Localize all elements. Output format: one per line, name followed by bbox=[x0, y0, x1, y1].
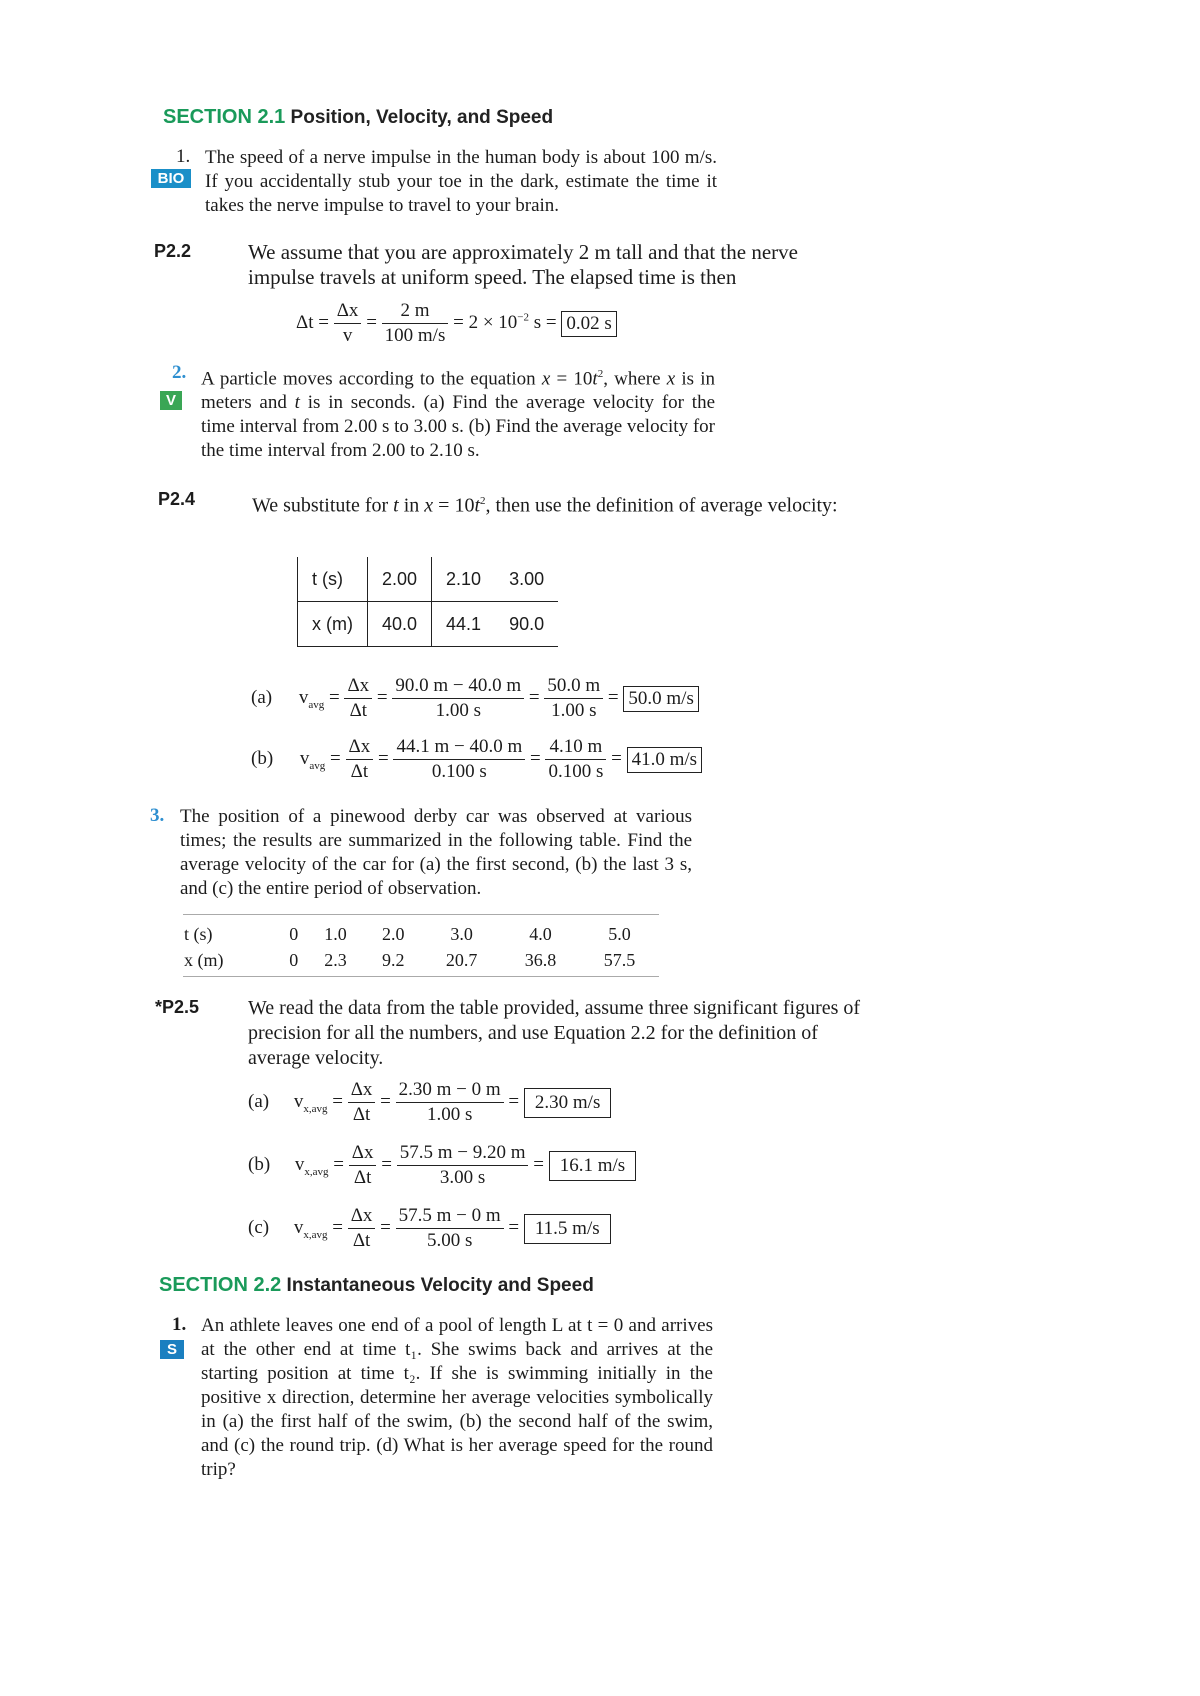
p2-2-solution-text bbox=[248, 240, 858, 290]
eq-lhs: Δt = bbox=[296, 311, 329, 333]
bio-badge: BIO bbox=[151, 169, 191, 188]
table-cell: 20.7 bbox=[445, 949, 478, 970]
problem-label-p2-2: P2.2 bbox=[154, 241, 192, 261]
table-cell: 3.00 bbox=[509, 568, 545, 589]
section-title: Position, Velocity, and Speed bbox=[290, 107, 554, 128]
subscript: x,avg bbox=[303, 1228, 328, 1241]
fraction-values: $\frac{90.0 m - 40.0 m}{1.00 s}$ bbox=[392, 674, 524, 723]
v-badge: V bbox=[160, 391, 182, 410]
table-cell: x (m) bbox=[184, 949, 224, 970]
table-rule-top bbox=[183, 914, 659, 915]
subscript: x,avg bbox=[303, 1102, 328, 1115]
p2-2-equation bbox=[296, 299, 617, 348]
fraction-result: $\frac{50.0 m}{1.00 s}$ bbox=[544, 674, 603, 723]
velocity-symbol: v bbox=[299, 747, 310, 769]
table-cell: 0 bbox=[289, 949, 299, 970]
question-number: 1. bbox=[172, 1314, 187, 1335]
question-4-text bbox=[201, 1314, 713, 1482]
table-cell: 2.10 bbox=[446, 568, 482, 589]
section-number: SECTION 2.2 bbox=[159, 1274, 282, 1296]
section-title: Instantaneous Velocity and Speed bbox=[286, 1275, 594, 1296]
table-rule-bottom bbox=[183, 976, 659, 977]
table-cell: 2.3 bbox=[324, 949, 347, 970]
velocity-symbol: v bbox=[293, 1216, 304, 1238]
table-row bbox=[298, 602, 559, 647]
section-number: SECTION 2.1 bbox=[163, 106, 286, 128]
fraction-2m-100ms: $\frac{2 m}{100 m/s}$ bbox=[382, 299, 449, 348]
part-tag: (b) bbox=[251, 747, 274, 769]
eq-unit: s = bbox=[533, 311, 557, 333]
answer-box: 0.02 s bbox=[561, 311, 616, 337]
exponent: −2 bbox=[517, 311, 530, 324]
table-cell: t (s) bbox=[184, 923, 213, 944]
question-number: 1. bbox=[176, 146, 191, 167]
fraction-dx-dt: $\frac{\Delta x}{\Delta t}$ bbox=[348, 1078, 376, 1127]
table-cell: 5.0 bbox=[608, 923, 631, 944]
p2-4-equation-b: (b) $v_{avg}$ = $\frac{\Delta x}{\Delta t}$ = $\frac{44.1 m - 40.0 m}{0.100 s}$ = $\frac{4.10 m}{0.100 s}$ = 41.0 m/s bbox=[251, 735, 702, 784]
answer-box: 11.5 m/s bbox=[524, 1214, 611, 1244]
answer-box: 16.1 m/s bbox=[549, 1151, 636, 1181]
answer-box: 2.30 m/s bbox=[524, 1088, 611, 1118]
question-number: 3. bbox=[150, 805, 165, 826]
p2-4-solution-text: We substitute for t in $x = 10t^2$, then use the definition of average velocity: bbox=[252, 494, 838, 517]
table-row bbox=[298, 557, 559, 602]
fraction-result: $\frac{4.10 m}{0.100 s}$ bbox=[545, 735, 606, 784]
table-cell: 9.2 bbox=[382, 949, 405, 970]
table-row bbox=[183, 947, 659, 973]
table-cell: t (s) bbox=[298, 557, 368, 602]
table-cell: 3.0 bbox=[450, 923, 473, 944]
velocity-symbol: v bbox=[294, 1153, 305, 1175]
question-1-text bbox=[205, 146, 717, 218]
table-cell: 1.0 bbox=[324, 923, 347, 944]
part-tag: (a) bbox=[248, 1090, 270, 1112]
s-badge: S bbox=[160, 1340, 184, 1359]
table-cell: 2.0 bbox=[382, 923, 405, 944]
fraction-values: $\frac{44.1 m - 40.0 m}{0.100 s}$ bbox=[393, 735, 525, 784]
table-cell: 40.0 bbox=[367, 602, 431, 647]
p2-5-equation-c: (c) $v_{x,avg}$ = $\frac{\Delta x}{\Delta t}$ = $\frac{57.5 m - 0 m}{5.00 s}$ = 11.5 m/s bbox=[248, 1204, 611, 1253]
solution-text: We read the data from the table provided, assume three significant figures of precision for all the numbers, and use Equation 2.2 for the definition of average velocity. bbox=[248, 997, 861, 1069]
table-cell: 44.1 bbox=[446, 613, 482, 634]
fraction-dx-dt: $\frac{\Delta x}{\Delta t}$ bbox=[349, 1141, 377, 1190]
table-cell: 0 bbox=[289, 923, 299, 944]
problem-label-p2-5: *P2.5 bbox=[155, 997, 200, 1017]
question-3-text bbox=[180, 805, 692, 901]
equals-sign: = bbox=[366, 311, 377, 333]
fraction-dx-dt: $\frac{\Delta x}{\Delta t}$ bbox=[348, 1204, 376, 1253]
subscript: avg bbox=[309, 759, 326, 772]
table-cell: 4.0 bbox=[529, 923, 552, 944]
fraction-values: $\frac{57.5 m - 0 m}{5.00 s}$ bbox=[396, 1204, 504, 1253]
question-text: An athlete leaves one end of a pool of length L at t = 0 and arrives at the other end at time t₁. She swims back and arrives at the starting position at time t₂. If she is swimming initially in the positive x direction, determine her average velocities symbolically in (a) the first half of the swim, (b) the second half of the swim, and (c) the round trip. (d) What is her average speed for the round trip? bbox=[201, 1315, 713, 1480]
fraction-dx-v: $\frac{\Delta x}{v}$ bbox=[334, 299, 362, 348]
part-tag: (b) bbox=[248, 1153, 271, 1175]
p2-4-data-table bbox=[297, 557, 558, 647]
p2-4-equation-a: (a) $v_{avg}$ = $\frac{\Delta x}{\Delta t}$ = $\frac{90.0 m - 40.0 m}{1.00 s}$ = $\frac{50.0 m}{1.00 s}$ = 50.0 m/s bbox=[251, 674, 699, 723]
fraction-values: $\frac{2.30 m - 0 m}{1.00 s}$ bbox=[396, 1078, 504, 1127]
velocity-symbol: v bbox=[293, 1090, 304, 1112]
table-cell: x (m) bbox=[298, 602, 368, 647]
table-cell: 36.8 bbox=[524, 949, 557, 970]
question-text: The position of a pinewood derby car was observed at various times; the results are summarized in the following table. Find the average velocity of the car for (a) the first second, (b) the last 3 s, and (c) the entire period of observation. bbox=[180, 806, 692, 899]
question-text: The speed of a nerve impulse in the human body is about 100 m/s. If you accidentally stub your toe in the dark, estimate the time it takes the nerve impulse to travel to your brain. bbox=[205, 147, 717, 216]
section-heading-2-1 bbox=[163, 106, 553, 129]
subscript: avg bbox=[308, 698, 325, 711]
part-tag: (c) bbox=[248, 1216, 270, 1238]
answer-box: 50.0 m/s bbox=[623, 686, 698, 712]
table-cell: 2.00 bbox=[367, 557, 431, 602]
problem-label-p2-4: P2.4 bbox=[158, 489, 196, 509]
answer-box: 41.0 m/s bbox=[627, 747, 702, 773]
question-number: 2. bbox=[172, 362, 187, 383]
solution-text: We assume that you are approximately 2 m tall and that the nerve impulse travels at uniform speed. The elapsed time is then bbox=[248, 240, 798, 289]
table-cell: 57.5 bbox=[603, 949, 636, 970]
p2-5-solution-text bbox=[248, 996, 868, 1071]
part-tag: (a) bbox=[251, 686, 273, 708]
table-cell: 90.0 bbox=[509, 613, 545, 634]
table-row bbox=[183, 921, 659, 947]
question-2-text: A particle moves according to the equation $x = 10t^2$, where x is in meters and t is in seconds. (a) Find the average velocity for the time interval from 2.00 s to 3.00 s. (b) Find the average velocity for the time interval from 2.00 to 2.10 s. bbox=[201, 368, 715, 462]
fraction-values: $\frac{57.5 m - 9.20 m}{3.00 s}$ bbox=[397, 1141, 529, 1190]
section-heading-2-2 bbox=[159, 1274, 594, 1297]
p2-5-equation-a: (a) $v_{x,avg}$ = $\frac{\Delta x}{\Delta t}$ = $\frac{2.30 m - 0 m}{1.00 s}$ = 2.30 m/s bbox=[248, 1078, 611, 1127]
q3-data-table bbox=[183, 921, 659, 973]
fraction-dx-dt: $\frac{\Delta x}{\Delta t}$ bbox=[344, 674, 372, 723]
subscript: x,avg bbox=[304, 1165, 329, 1178]
p2-5-equation-b: (b) $v_{x,avg}$ = $\frac{\Delta x}{\Delta t}$ = $\frac{57.5 m - 9.20 m}{3.00 s}$ = 16.1 m/s bbox=[248, 1141, 636, 1190]
fraction-dx-dt: $\frac{\Delta x}{\Delta t}$ bbox=[346, 735, 374, 784]
eq-mid: = 2 × 10 bbox=[453, 311, 518, 333]
velocity-symbol: v bbox=[298, 686, 309, 708]
